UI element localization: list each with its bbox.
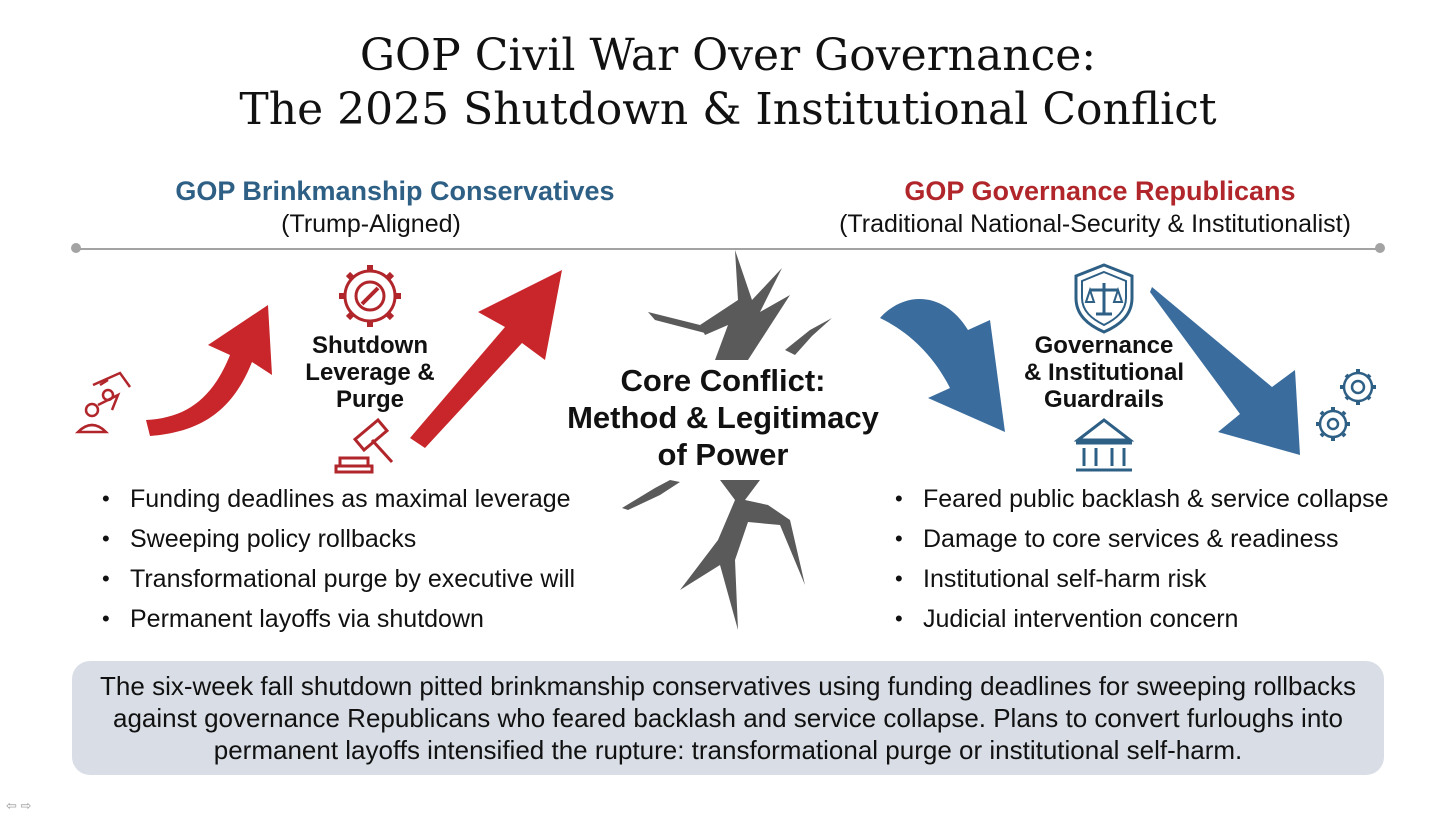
summary-box [72,661,1384,775]
core-line-2: Method & Legitimacy [567,400,879,435]
core-line-3: of Power [657,437,789,472]
left-label-line-1: Shutdown [312,332,428,359]
list-item: • Transformational purge by executive will [102,559,575,599]
people-icon [78,373,130,432]
right-subheading: (Traditional National-Security & Institutionalist) [839,210,1351,238]
courthouse-icon [1076,420,1132,470]
right-bullet-list [895,479,1389,639]
left-label [290,332,450,413]
right-label-line-2: & Institutional [1024,359,1184,386]
list-item: • Judicial intervention concern [895,599,1389,639]
right-label-line-3: Guardrails [1043,386,1165,413]
left-heading: GOP Brinkmanship Conservatives [175,176,615,206]
left-label-line-3: Purge [335,386,404,413]
list-item: • Feared public backlash & service collapse [895,479,1389,519]
gears-icon [1316,369,1376,441]
core-line-1: Core Conflict: [620,363,826,398]
left-subheading: (Trump-Aligned) [281,210,461,238]
core-conflict-text [555,362,891,473]
right-heading: GOP Governance Republicans [904,176,1296,206]
title-line-2: The 2025 Shutdown & Institutional Conflict [239,84,1217,135]
list-item: • Funding deadlines as maximal leverage [102,479,575,519]
title-line-1: GOP Civil War Over Governance: [359,30,1097,81]
summary-text: The six-week fall shutdown pitted brinkmanship conservatives using funding deadlines for sweeping rollbacks against governance Republicans who feared backlash and service collapse. Plans to convert furloughs into permanent layoffs intensified the rupture: transformational purge or institutional self-harm. [100,671,1356,765]
prev-arrow-icon[interactable]: ⇦ [6,798,17,813]
red-arrow-left [146,305,272,436]
left-bullet-list [102,479,575,639]
list-item: • Damage to core services & readiness [895,519,1389,559]
next-arrow-icon[interactable]: ⇨ [20,798,32,813]
list-item: • Institutional self-harm risk [895,559,1389,599]
list-item: • Sweeping policy rollbacks [102,519,575,559]
right-label [1012,332,1196,413]
blue-arrow-left [880,299,1005,432]
left-label-line-2: Leverage & [305,359,435,386]
slide-nav [6,798,31,814]
gear-wrench-icon [339,265,401,327]
gavel-icon [336,420,392,472]
shield-scales-icon [1076,265,1132,332]
right-label-line-1: Governance [1034,332,1174,359]
list-item: • Permanent layoffs via shutdown [102,599,575,639]
